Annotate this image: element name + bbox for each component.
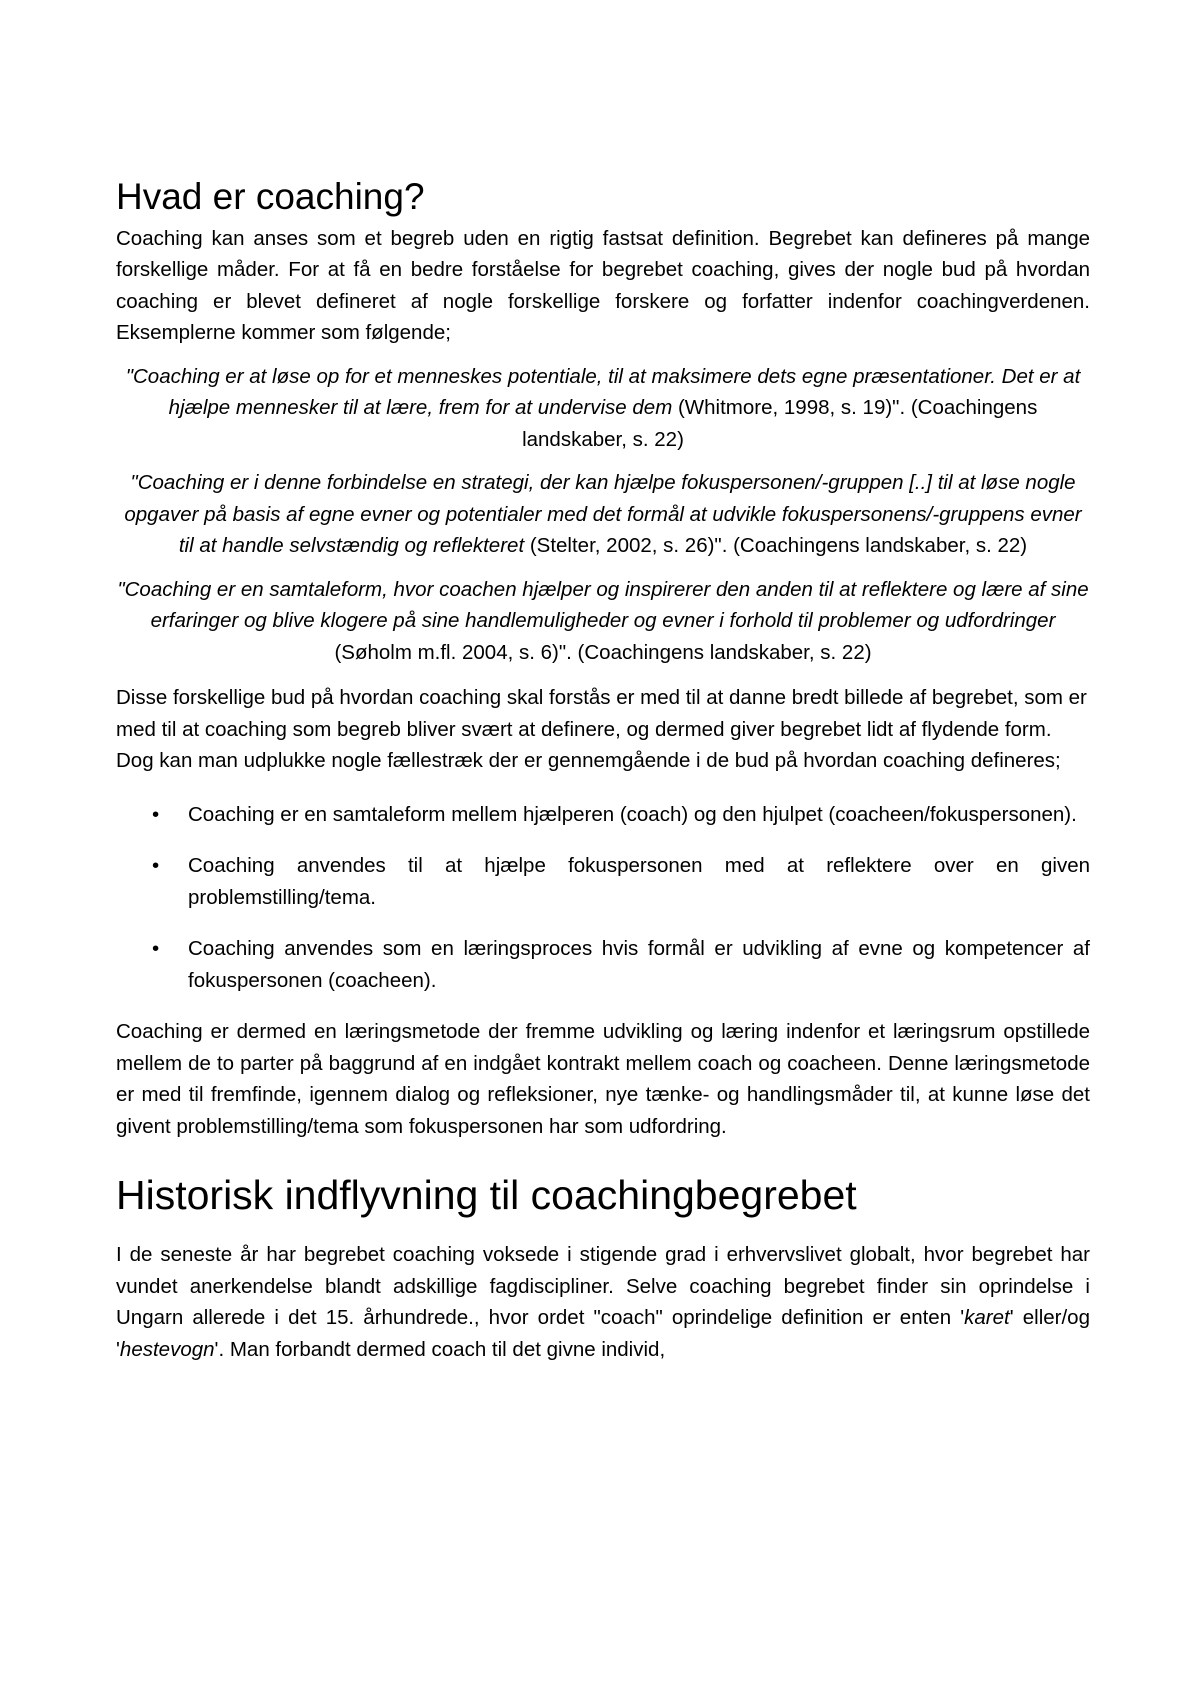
- heading-what-is-coaching: Hvad er coaching?: [116, 176, 425, 217]
- term-hestevogn: hestevogn: [119, 1337, 215, 1361]
- quote-text: "Coaching er i denne forbindelse en strategi, der kan hjælpe fokuspersonen/-gruppen [..] til at løse nogle opgaver på basis af egne evner og potentialer med det formål at udvikle fokuspersonens/-gruppens evner til at handle selvstændig og reflekteret: [124, 471, 1082, 558]
- common-traits-list: [116, 799, 1090, 997]
- list-item: [116, 933, 1090, 996]
- quote-stelter: [116, 467, 1090, 562]
- list-item-text: Coaching anvendes som en læringsproces hvis formål er udvikling af evne og kompetencer af fokuspersonen (coacheen).: [188, 937, 1090, 992]
- quote-citation: (Stelter, 2002, s. 26)". (Coachingens landskaber, s. 22): [524, 534, 1028, 558]
- history-paragraph: [116, 1239, 1090, 1365]
- quote-citation: (Søholm m.fl. 2004, s. 6)". (Coachingens landskaber, s. 22): [334, 640, 872, 664]
- summary-paragraph: Disse forskellige bud på hvordan coaching skal forstås er med til at danne bredt billede af begrebet, som er med til at coaching som begreb bliver svært at definere, og dermed giver begrebet lidt af flydende form. Dog kan man udplukke nogle fællestræk der er gennemgående i de bud på hvordan coaching defineres;: [116, 686, 1087, 773]
- quote-soholm: [116, 574, 1090, 669]
- heading-historical: Historisk indflyvning til coachingbegrebet: [116, 1172, 857, 1219]
- list-item-text: Coaching anvendes til at hjælpe fokuspersonen med at reflektere over en given problemstilling/tema.: [188, 854, 1090, 909]
- conclusion-paragraph: Coaching er dermed en læringsmetode der fremme udvikling og læring indenfor et læringsrum opstillede mellem de to parter på baggrund af en indgået kontrakt mellem coach og coacheen. Denne læringsmetode er med til fremfinde, igennem dialog og refleksioner, nye tænke- og handlingsmåder til, at kunne løse det givent problemstilling/tema som fokuspersonen har som udfordring.: [116, 1020, 1090, 1138]
- quote-text: "Coaching er en samtaleform, hvor coachen hjælper og inspirerer den anden til at reflektere og lære af sine erfaringer og blive klogere på sine handlemuligheder og evner i forhold til problemer og udfordringer: [117, 577, 1089, 633]
- list-item-text: Coaching er en samtaleform mellem hjælperen (coach) og den hjulpet (coacheen/fokuspersonen).: [188, 802, 1077, 826]
- term-karet: karet: [964, 1306, 1010, 1330]
- intro-paragraph: Coaching kan anses som et begreb uden en rigtig fastsat definition. Begrebet kan defineres på mange forskellige måder. For at få en bedre forståelse for begrebet coaching, gives der nogle bud på hvordan coaching er blevet defineret af nogle forskellige forskere og forfatter indenfor coachingverdenen. Eksemplerne kommer som følgende;: [116, 226, 1090, 345]
- list-item: [116, 799, 1090, 831]
- history-text-start: I de seneste år har begrebet coaching voksede i stigende grad i erhvervslivet globalt, hvor begrebet har vundet anerkendelse blandt adskillige fagdiscipliner. Selve coaching begrebet finder sin oprindelse i Ungarn allerede i det 15. århundrede., hvor ordet "coach" oprindelige definition er enten ': [116, 1243, 1090, 1330]
- list-item: [116, 850, 1090, 913]
- history-text-end: '. Man forbandt dermed coach til det givne individ,: [214, 1337, 666, 1361]
- bullet-icon: •: [152, 854, 160, 878]
- document-page: [116, 176, 1090, 1365]
- bullet-icon: •: [152, 802, 160, 826]
- quote-citation: (Whitmore, 1998, s. 19)". (Coachingens landskaber, s. 22): [522, 396, 1038, 451]
- history-text-mid: ' eller/og ': [116, 1306, 1090, 1361]
- quote-whitmore: [116, 361, 1090, 456]
- bullet-icon: •: [152, 937, 160, 961]
- quote-text: "Coaching er at løse op for et menneskes potentiale, til at maksimere dets egne præsentationer. Det er at hjælpe mennesker til at lære, frem for at undervise dem: [125, 364, 1081, 420]
